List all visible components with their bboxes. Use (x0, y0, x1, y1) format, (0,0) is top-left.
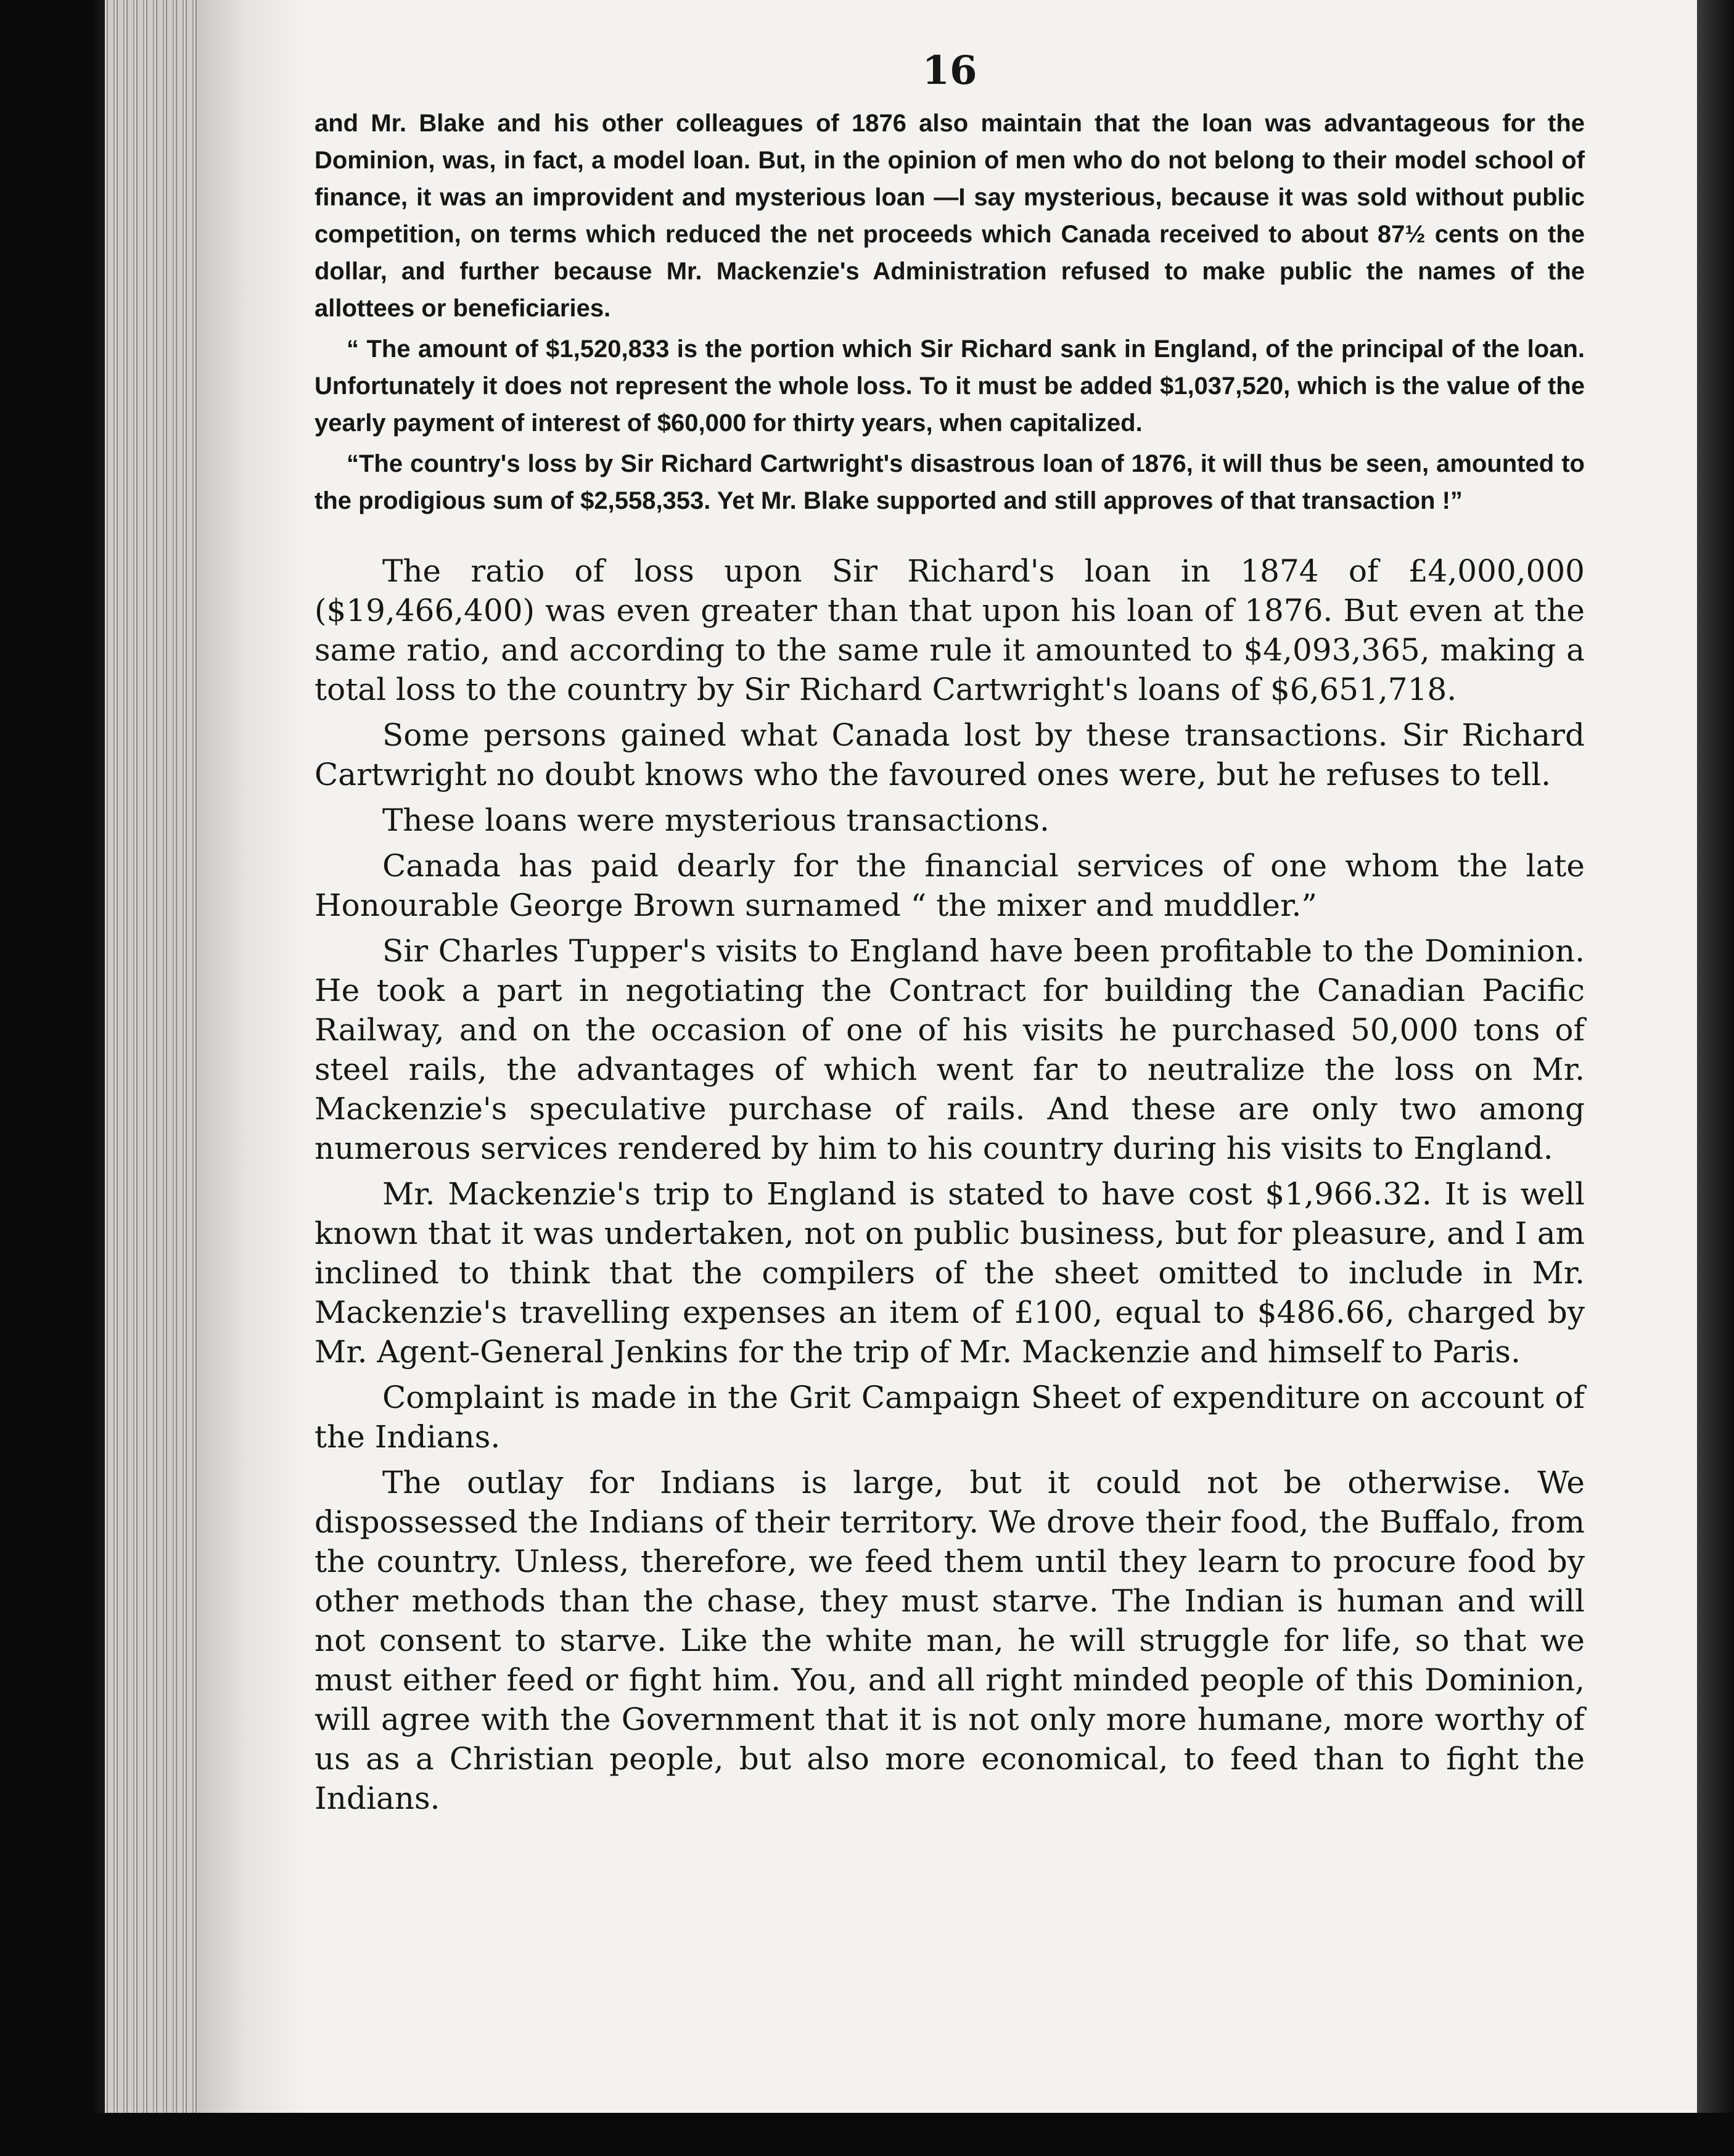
scan-border-left (0, 0, 105, 2156)
page-number: 16 (922, 47, 977, 94)
body-paragraph: Canada has paid dearly for the financial services of one whom the late Honourable George Brown surnamed “ the mixer and muddler.” (314, 848, 1585, 923)
book-page (105, 0, 1697, 2113)
body-paragraph: These loans were mysterious transactions. (382, 802, 1050, 838)
quote-paragraph: “The country's loss by Sir Richard Cartwright's disastrous loan of 1876, it will thus be seen, amounted to the prodigious sum of $2,558,353. Yet Mr. Blake supported and still approves of that transaction !” (314, 450, 1585, 514)
page-text (314, 43, 1585, 1824)
scan-border-right (1697, 0, 1734, 2156)
quote-paragraph: “ The amount of $1,520,833 is the portion which Sir Richard sank in England, of the principal of the loan. Unfortunately it does not represent the whole loss. To it must be added $1,037,520, which is the value of the yearly payment of interest of $60,000 for thirty years, when capitalized. (314, 335, 1585, 437)
body-text (314, 551, 1585, 1818)
page-gutter-shadow (197, 0, 308, 2113)
quoted-extract (314, 105, 1585, 519)
body-paragraph: Mr. Mackenzie's trip to England is stated to have cost $1,966.32. It is well known that it was undertaken, not on public business, but for pleasure, and I am inclined to think that the compilers of the sheet omitted to include in Mr. Mackenzie's travelling expenses an item of £100, equal to $486.66, charged by Mr. Agent-General Jenkins for the trip of Mr. Mackenzie and himself to Paris. (314, 1176, 1585, 1370)
scan-border-bottom (0, 2113, 1734, 2156)
page-edges (105, 0, 197, 2113)
body-paragraph: The outlay for Indians is large, but it could not be otherwise. We dispossessed the Indians of their territory. We drove their food, the Buffalo, from the country. Unless, therefore, we feed them until they learn to procure food by other methods than the chase, they must starve. The Indian is human and will not consent to starve. Like the white man, he will struggle for life, so that we must either feed or fight him. You, and all right minded people of this Dominion, will agree with the Government that it is not only more humane, more worthy of us as a Christian people, but also more economical, to feed than to fight the Indians. (314, 1465, 1585, 1816)
body-paragraph: Complaint is made in the Grit Campaign Sheet of expenditure on account of the Indians. (314, 1380, 1585, 1455)
body-paragraph: Some persons gained what Canada lost by these transactions. Sir Richard Cartwright no doubt knows who the favoured ones were, but he refuses to tell. (314, 717, 1585, 792)
body-paragraph: The ratio of loss upon Sir Richard's loan in 1874 of £4,000,000 ($19,466,400) was even greater than that upon his loan of 1876. But even at the same ratio, and according to the same rule it amounted to $4,093,365, making a total loss to the country by Sir Richard Cartwright's loans of $6,651,718. (314, 553, 1585, 707)
body-paragraph: Sir Charles Tupper's visits to England have been profitable to the Dominion. He took a part in negotiating the Contract for building the Canadian Pacific Railway, and on the occasion of one of his visits he purchased 50,000 tons of steel rails, the advantages of which went far to neutralize the loss on Mr. Mackenzie's speculative purchase of rails. And these are only two among numerous services rendered by him to his country during his visits to England. (314, 933, 1585, 1166)
quote-paragraph: and Mr. Blake and his other colleagues of 1876 also maintain that the loan was advantageous for the Dominion, was, in fact, a model loan. But, in the opinion of men who do not belong to their model school of finance, it was an improvident and mysterious loan —I say mysterious, because it was sold without public competition, on terms which reduced the net proceeds which Canada received to about 87½ cents on the dollar, and further because Mr. Mackenzie's Administration refused to make public the names of the allottees or beneficiaries. (314, 110, 1585, 322)
